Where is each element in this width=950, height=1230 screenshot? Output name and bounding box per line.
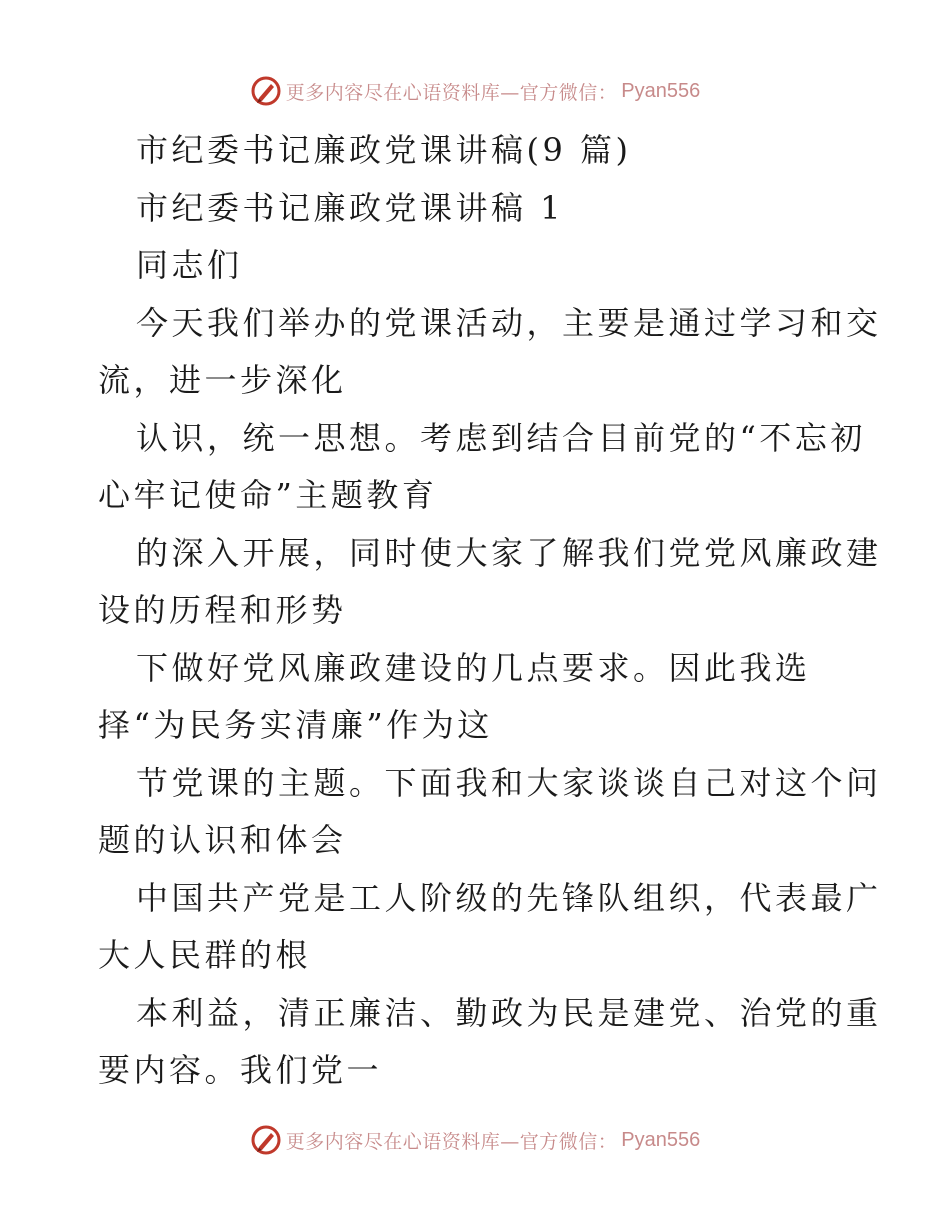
doc-line: 设的历程和形势 [98, 591, 347, 629]
footer-watermark [0, 1120, 950, 1160]
pen-logo-icon [250, 75, 282, 107]
doc-line: 下做好党风廉政建设的几点要求。因此我选 [136, 648, 811, 687]
doc-line: 市纪委书记廉政党课讲稿(9 篇) [136, 131, 632, 169]
doc-line: 择“为民务实清廉”作为这 [98, 706, 493, 744]
doc-line: 节党课的主题。下面我和大家谈谈自己对这个问 [136, 763, 882, 802]
watermark-account: Pyan556 [621, 79, 701, 102]
doc-line: 认识，统一思想。考虑到结合目前党的“不忘初 [136, 418, 866, 457]
header-watermark [0, 71, 950, 111]
doc-line: 同志们 [136, 246, 243, 284]
watermark-account: Pyan556 [621, 1128, 701, 1151]
doc-line: 中国共产党是工人阶级的先锋队组织，代表最广 [136, 878, 882, 917]
doc-line: 本利益，清正廉洁、勤政为民是建党、治党的重 [136, 993, 882, 1032]
doc-line: 大人民群的根 [98, 936, 312, 974]
watermark-text: 更多内容尽在心语资料库—官方微信： [285, 81, 618, 104]
doc-line: 的深入开展，同时使大家了解我们党党风廉政建 [136, 533, 882, 572]
watermark-text: 更多内容尽在心语资料库—官方微信： [285, 1130, 618, 1153]
doc-line: 心牢记使命”主题教育 [98, 476, 438, 514]
doc-line: 题的认识和体会 [98, 821, 347, 859]
document-body [98, 122, 882, 1100]
doc-line: 流，进一步深化 [98, 361, 347, 399]
doc-line: 市纪委书记廉政党课讲稿 1 [136, 188, 565, 227]
doc-line: 要内容。我们党一 [98, 1051, 383, 1089]
pen-logo-icon [250, 1124, 282, 1156]
doc-line: 今天我们举办的党课活动，主要是通过学习和交 [136, 303, 882, 342]
